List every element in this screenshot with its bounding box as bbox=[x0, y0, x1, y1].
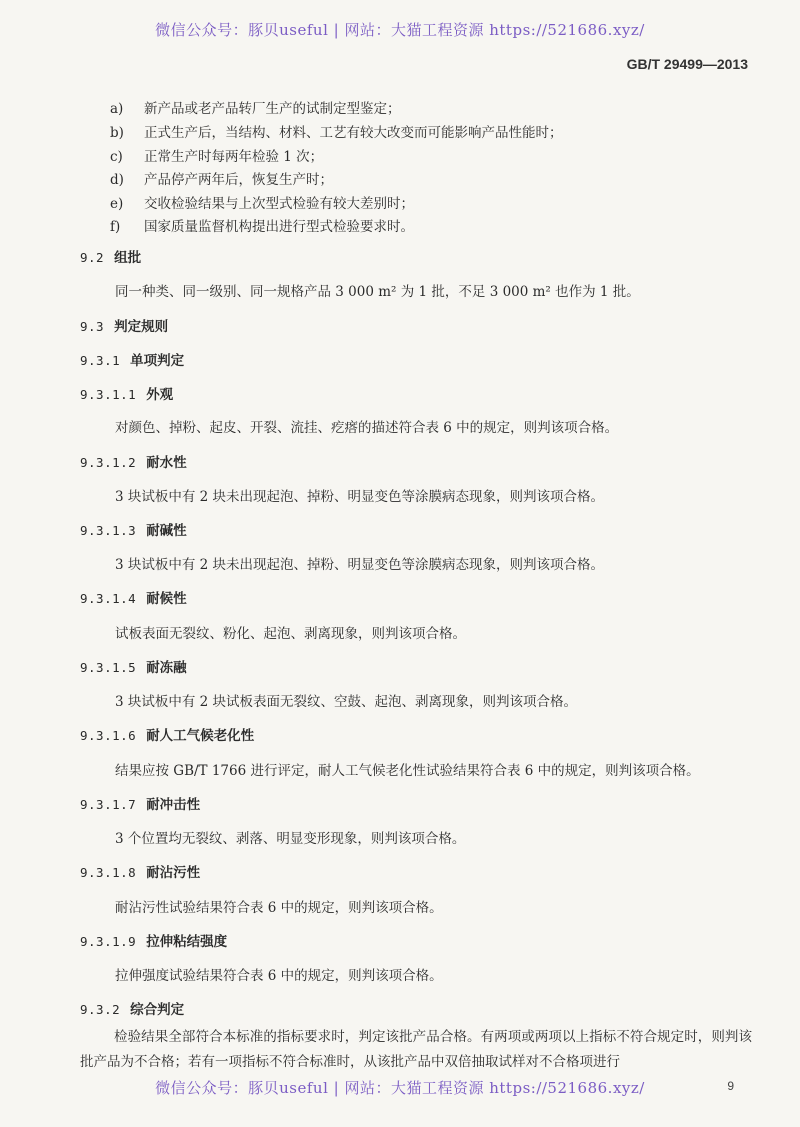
section-heading: 9.3.1.6 耐人工气候老化性 bbox=[80, 728, 255, 744]
section-heading: 9.3.1.4 耐候性 bbox=[80, 591, 187, 607]
list-item: b) 正式生产后，当结构、材料、工艺有较大改变而可能影响产品性能时； bbox=[110, 125, 563, 141]
list-item: e) 交收检验结果与上次型式检验有较大差别时； bbox=[110, 196, 414, 212]
standard-code: GB/T 29499—2013 bbox=[626, 56, 748, 72]
list-item: a) 新产品或老产品转厂生产的试制定型鉴定； bbox=[110, 101, 401, 117]
section-body: 结果应按 GB/T 1766 进行评定，耐人工气候老化性试验结果符合表 6 中的规定，则判该项合格。 bbox=[115, 763, 700, 779]
section-heading: 9.3.1 单项判定 bbox=[80, 353, 185, 369]
section-body: 3 个位置均无裂纹、剥落、明显变形现象，则判该项合格。 bbox=[115, 831, 466, 847]
watermark-bottom: 微信公众号：豚贝useful | 网站：大猫工程资源 https://521686.xyz/ bbox=[155, 1079, 645, 1097]
list-item: f) 国家质量监督机构提出进行型式检验要求时。 bbox=[110, 219, 414, 235]
list-item: d) 产品停产两年后，恢复生产时； bbox=[110, 172, 333, 188]
section-heading: 9.3 判定规则 bbox=[80, 319, 169, 335]
section-heading: 9.3.1.8 耐沾污性 bbox=[80, 865, 201, 881]
section-heading: 9.3.1.3 耐碱性 bbox=[80, 523, 187, 539]
section-body: 同一种类、同一级别、同一规格产品 3 000 m² 为 1 批，不足 3 000 m² 也作为 1 批。 bbox=[115, 284, 640, 300]
section-body: 试板表面无裂纹、粉化、起泡、剥离现象，则判该项合格。 bbox=[115, 626, 466, 642]
section-heading: 9.3.1.7 耐冲击性 bbox=[80, 797, 201, 813]
section-body: 3 块试板中有 2 块试板表面无裂纹、空鼓、起泡、剥离现象，则判该项合格。 bbox=[115, 694, 578, 710]
section-heading: 9.3.1.9 拉伸粘结强度 bbox=[80, 934, 228, 950]
watermark-top: 微信公众号：豚贝useful | 网站：大猫工程资源 https://521686.xyz/ bbox=[155, 21, 645, 39]
section-body: 3 块试板中有 2 块未出现起泡、掉粉、明显变色等涂膜病态现象，则判该项合格。 bbox=[115, 557, 605, 573]
section-heading: 9.3.2 综合判定 bbox=[80, 1002, 185, 1018]
section-body: 3 块试板中有 2 块未出现起泡、掉粉、明显变色等涂膜病态现象，则判该项合格。 bbox=[115, 489, 605, 505]
section-body: 对颜色、掉粉、起皮、开裂、流挂、疙瘩的描述符合表 6 中的规定，则判该项合格。 bbox=[115, 420, 619, 436]
section-heading: 9.3.1.1 外观 bbox=[80, 387, 174, 403]
section-heading: 9.3.1.5 耐冻融 bbox=[80, 660, 187, 676]
page-number: 9 bbox=[727, 1079, 734, 1093]
section-body: 拉伸强度试验结果符合表 6 中的规定，则判该项合格。 bbox=[115, 968, 443, 984]
final-paragraph: 检验结果全部符合本标准的指标要求时，判定该批产品合格。有两项或两项以上指标不符合规定时，则判该批产品为不合格；若有一项指标不符合标准时，从该批产品中双倍抽取试样对不合格项进行 bbox=[80, 1029, 752, 1070]
section-heading: 9.2 组批 bbox=[80, 250, 142, 266]
section-body: 耐沾污性试验结果符合表 6 中的规定，则判该项合格。 bbox=[115, 900, 443, 916]
list-item: c) 正常生产时每两年检验 1 次； bbox=[110, 149, 324, 165]
section-heading: 9.3.1.2 耐水性 bbox=[80, 455, 187, 471]
